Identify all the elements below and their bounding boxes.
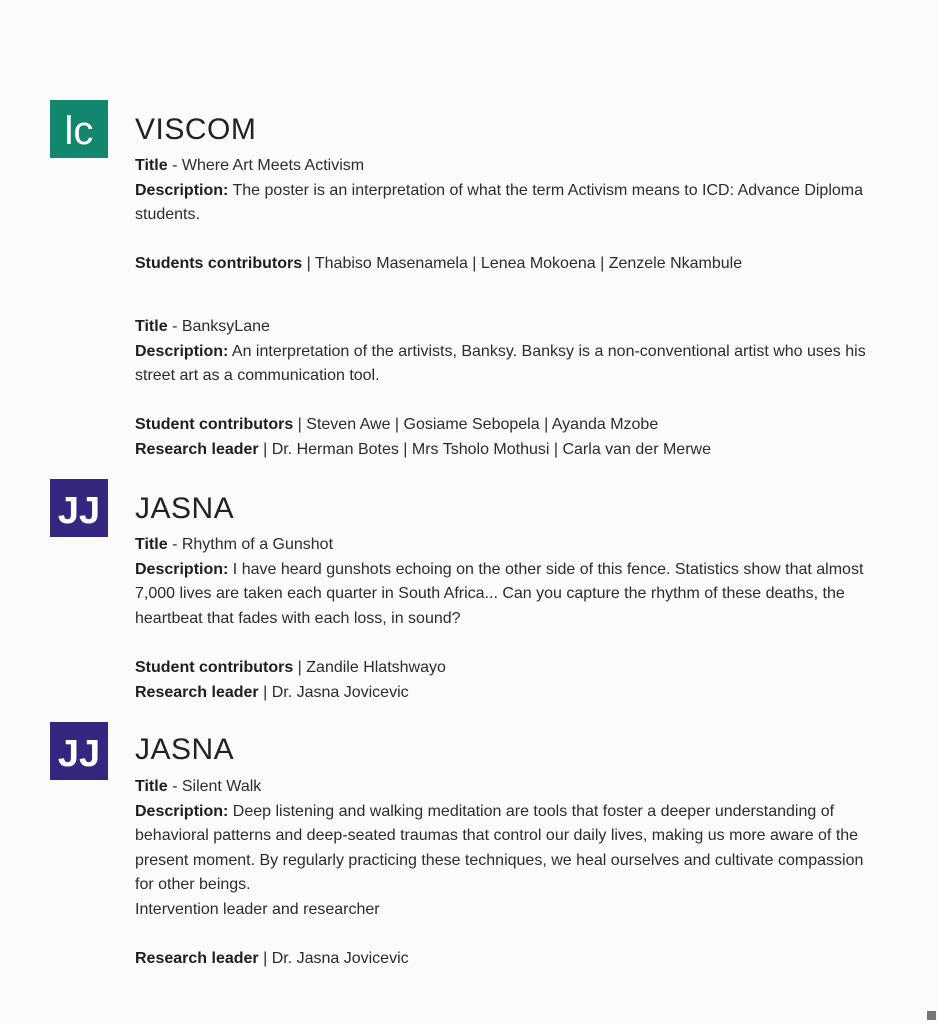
viscom-entry-1 [135, 154, 875, 277]
jasna-entry-1 [135, 533, 875, 705]
description-value: An interpretation of the artivists, Banksy. Banksy is a non-conventional artist who uses his street art as a communication tool. [135, 342, 866, 385]
jasna-logo [50, 722, 108, 780]
page-corner-mark [927, 1011, 936, 1020]
research-leader-value: | Dr. Herman Botes | Mrs Tsholo Mothusi | Carla van der Merwe [263, 440, 711, 458]
description-label: Description: [135, 560, 229, 578]
entry-title [135, 533, 875, 558]
jasna-logo [50, 479, 108, 537]
research-leader-label: Research leader [135, 683, 259, 701]
entry-contributors [135, 413, 875, 438]
contributors-label: Student contributors [135, 416, 294, 434]
title-label: Title [135, 157, 168, 174]
entry-extra-line: Intervention leader and researcher [135, 900, 380, 918]
description-value: Deep listening and walking meditation are tools that foster a deeper understanding of behavioral patterns and deep-seated traumas that control our daily lives, making us more aware of the present moment. By regularly practicing these techniques, we heal ourselves and cultivate compassion for other beings. [135, 802, 864, 894]
entry-contributors [135, 656, 875, 681]
entry-description [135, 558, 875, 632]
title-label: Title [135, 318, 168, 335]
description-value: I have heard gunshots echoing on the other side of this fence. Statistics show that almost 7,000 lives are taken each quarter in South Africa... Can you capture the rhythm of these deaths, the heartbeat that fades with each loss, in sound? [135, 560, 864, 627]
entry-title [135, 775, 875, 800]
viscom-entry-2 [135, 315, 875, 463]
entry-title [135, 154, 875, 179]
description-value: The poster is an interpretation of what the term Activism means to ICD: Advance Diploma students. [135, 181, 864, 224]
entry-research-leader [135, 681, 875, 706]
title-value: - Where Art Meets Activism [172, 157, 365, 174]
title-label: Title [135, 536, 168, 553]
entry-contributors [135, 252, 875, 277]
entry-research-leader [135, 438, 875, 463]
viscom-logo [50, 100, 108, 158]
jasna-logo-letters: JJ [57, 733, 101, 775]
jasna-logo-letters: JJ [57, 490, 101, 532]
contributors-label: Student contributors [135, 658, 294, 676]
research-leader-value: | Dr. Jasna Jovicevic [263, 950, 409, 968]
title-label: Title [135, 778, 168, 795]
description-label: Description: [135, 342, 229, 360]
viscom-logo-letters: lc [64, 109, 94, 153]
entry-description [135, 179, 875, 228]
contributors-value: | Zandile Hlatshwayo [297, 658, 446, 676]
entry-research-leader [135, 947, 875, 972]
contributors-value: | Thabiso Masenamela | Lenea Mokoena | Zenzele Nkambule [306, 255, 743, 273]
description-label: Description: [135, 181, 229, 199]
jasna-heading: JASNA [135, 733, 235, 766]
title-value: - Silent Walk [172, 778, 262, 795]
research-leader-label: Research leader [135, 440, 259, 458]
jasna-heading: JASNA [135, 492, 235, 525]
entry-description [135, 800, 875, 898]
research-leader-value: | Dr. Jasna Jovicevic [263, 683, 409, 701]
contributors-value: | Steven Awe | Gosiame Sebopela | Ayanda Mzobe [297, 416, 659, 434]
title-value: - BanksyLane [172, 318, 270, 335]
research-leader-label: Research leader [135, 950, 259, 968]
viscom-heading: VISCOM [135, 113, 257, 146]
description-label: Description: [135, 802, 229, 820]
jasna-entry-2 [135, 775, 875, 972]
title-value: - Rhythm of a Gunshot [172, 536, 334, 553]
contributors-label: Students contributors [135, 255, 303, 273]
entry-title [135, 315, 875, 340]
entry-description [135, 340, 875, 389]
